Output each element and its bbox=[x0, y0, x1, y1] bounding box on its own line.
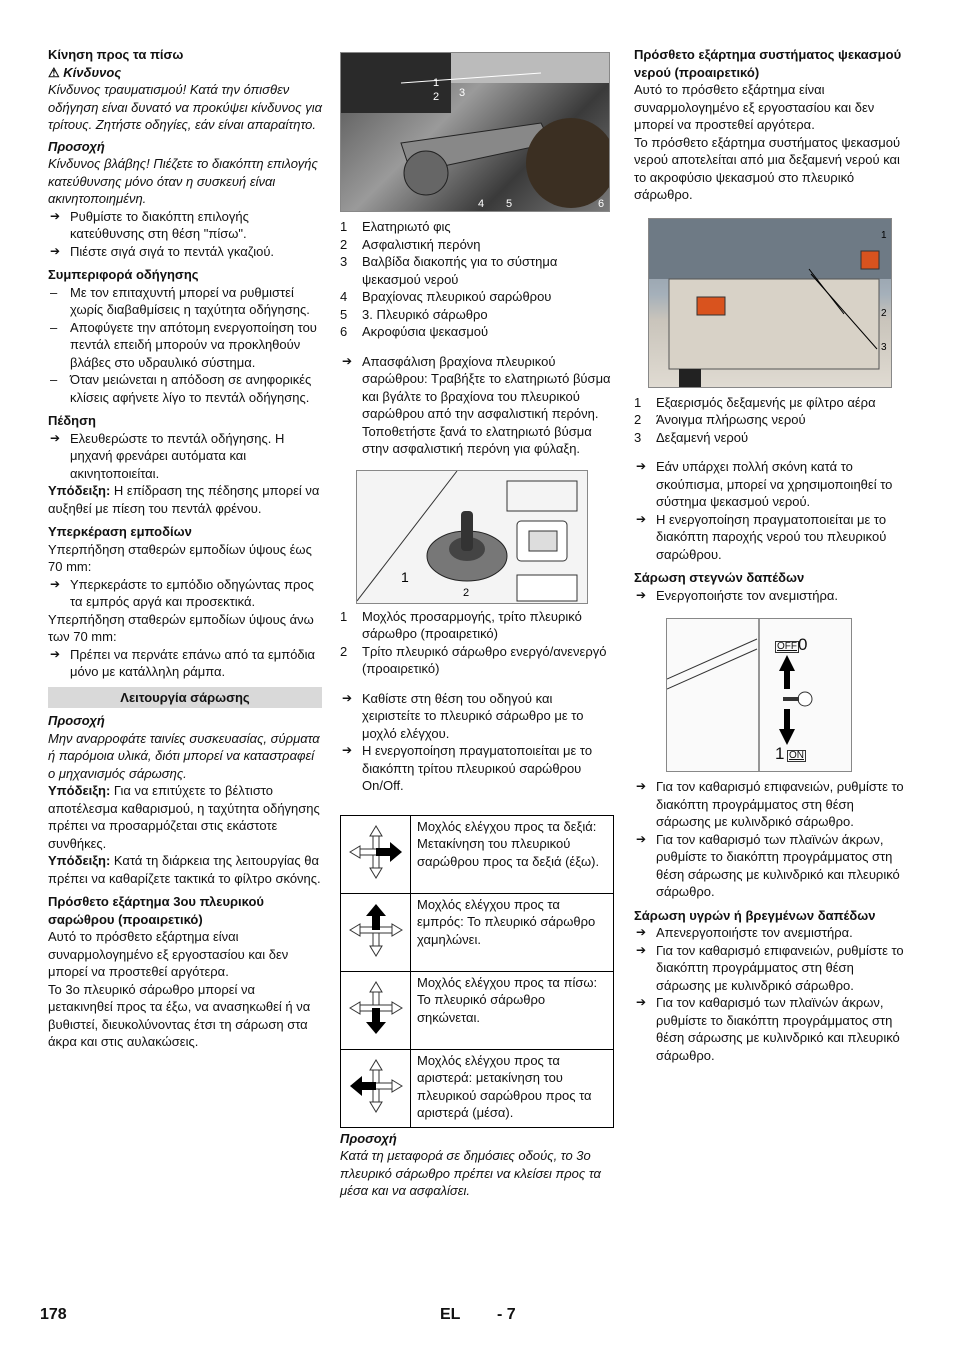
danger-text: Κίνδυνος τραυματισμού! Κατά την όπισθεν οδήγηση είναι δυνατό να προκύψει κίνδυνος για τρίτους. Ζητήστε οδηγίες, εάν είναι απαραίτητο. bbox=[48, 82, 323, 132]
step-item: ➔ Για τον καθαρισμό επιφανειών, ρυθμίστε το διακόπτη προγράμματος στη θέση σάρωσης με κυλινδρικό σάρωθρο. bbox=[634, 942, 906, 995]
list-item: – Με τον επιταχυντή μπορεί να ρυθμιστεί χωρίς διαβαθμίσεις η ταχύτητα οδήγησης. bbox=[48, 284, 322, 319]
callout-6: 6 bbox=[598, 198, 605, 210]
legend-item: 1 Εξαερισμός δεξαμενής με φίλτρο αέρα bbox=[634, 394, 876, 410]
section-heading-sweep: Λειτουργία σάρωσης bbox=[48, 687, 322, 709]
step-item: ➔ Καθίστε στη θέση του οδηγού και χειριστείτε το πλευρικό σάρωθρο με το μοχλό ελέγχου. bbox=[340, 690, 614, 743]
list-item: – Όταν μειώνεται η απόδοση σε ανηφορικές κλίσεις αφήνετε λίγο το πεντάλ οδήγησης. bbox=[48, 371, 322, 406]
callout-5: 5 bbox=[506, 198, 513, 210]
note: Υπόδειξη: Κατά τη διάρκεια της λειτουργίας θα πρέπει να καθαρίζετε τακτικά το φίλτρο σκόνης. bbox=[48, 853, 321, 886]
switch-off-label: OFF bbox=[777, 641, 797, 652]
legend-item: 3 Δεξαμενή νερού bbox=[634, 429, 749, 445]
step-item: ➔ Απενεργοποιήστε τον ανεμιστήρα. bbox=[634, 924, 906, 942]
callout-2: 2 bbox=[463, 586, 470, 599]
legend-item: 3 Βαλβίδα διακοπής για το σύστημα ψεκασμού νερού bbox=[340, 254, 558, 287]
text: Το 3ο πλευρικό σάρωθρο μπορεί να μετακινηθεί προς τα έξω, να ανασηκωθεί ή να βυθιστεί, διευκολύνοντας έτσι τη σάρωση στα άκρα και στις αυλακώσεις. bbox=[48, 981, 311, 1049]
callout-1: 1 bbox=[401, 568, 409, 585]
page-number: 178 bbox=[40, 1306, 67, 1323]
side-broom-photo-drawing bbox=[341, 53, 610, 212]
table-cell: Μοχλός ελέγχου προς τα αριστερά: μετακίνηση του πλευρικού σαρώθρου προς τα αριστερά (μέσα). bbox=[411, 1049, 614, 1127]
caution-title: Προσοχή bbox=[48, 713, 105, 728]
callout-1: 1 bbox=[881, 229, 887, 241]
step-item: ➔ Υπερκεράστε το εμπόδιο οδηγώντας προς τα εμπρός αργά και προσεκτικά. bbox=[48, 576, 322, 611]
legend-item: 5 3. Πλευρικό σάρωθρο bbox=[340, 306, 488, 322]
column-right bbox=[634, 46, 906, 1064]
caution-text: Μην αναρροφάτε ταινίες συσκευασίας, σύρματα ή παρόμοια υλικά, διότι μπορεί να καταστραφεί ο μηχανισμός σάρωσης. bbox=[48, 730, 320, 781]
language-code: EL bbox=[440, 1306, 461, 1323]
warning-triangle-icon: ⚠ bbox=[48, 64, 60, 80]
switch-one-label: 1 bbox=[775, 744, 785, 763]
step-item: ➔ Πρέπει να περνάτε επάνω από τα εμπόδια μόνο με κατάλληλη ράμπα. bbox=[48, 646, 322, 681]
danger-title: ⚠ Κίνδυνος bbox=[48, 64, 122, 80]
joystick-diagram bbox=[356, 470, 588, 604]
water-tank-photo bbox=[648, 218, 892, 388]
text: Αυτό το πρόσθετο εξάρτημα είναι συναρμολογημένο εξ εργοστασίου και δεν μπορεί να προστεθεί αργότερα. bbox=[634, 82, 875, 132]
step-item: ➔ Για τον καθαρισμό επιφανειών, ρυθμίστε το διακόπτη προγράμματος στη θέση σάρωσης με κυλινδρικό σάρωθρο. bbox=[634, 778, 906, 831]
heading-obstacles: Υπερκέραση εμποδίων bbox=[48, 524, 192, 539]
callout-3: 3 bbox=[881, 341, 887, 353]
legend-photo-1 bbox=[340, 218, 614, 341]
legend-water-tank bbox=[634, 394, 906, 447]
heading-reverse: Κίνηση προς τα πίσω bbox=[48, 47, 184, 62]
step-continuation: Τοποθετήστε ξανά το ελατηριωτό βύσμα στην ασφαλιστική περόνη για φύλαξη. bbox=[362, 423, 592, 456]
heading-third-broom: Πρόσθετο εξάρτημα 3ου πλευρικού σαρώθρου (προαιρετικό) bbox=[48, 894, 264, 927]
note: Υπόδειξη: Η επίδραση της πέδησης μπορεί να αυξηθεί με πίεση του πεντάλ φρένου. bbox=[48, 483, 320, 516]
legend-item: 1 Μοχλός προσαρμογής, τρίτο πλευρικό σάρωθρο (προαιρετικό) bbox=[340, 608, 582, 641]
water-tank-drawing bbox=[649, 219, 892, 388]
list-item: – Αποφύγετε την απότομη ενεργοποίηση του πεντάλ επειδή μπορούν να προκληθούν βλάβες στο υδραυλικό σύστημα. bbox=[48, 319, 322, 372]
heading-wet-sweep: Σάρωση υγρών ή βρεγμένων δαπέδων bbox=[634, 907, 876, 923]
column-left bbox=[48, 46, 322, 1051]
heading-dry-sweep: Σάρωση στεγνών δαπέδων bbox=[634, 570, 805, 585]
text: Το πρόσθετο εξάρτημα συστήματος ψεκασμού νερού αποτελείται από μια δεξαμενή νερού και το ακροφύσιο ψεκασμού στο πλευρικό σάρωθρο. bbox=[634, 134, 901, 202]
heading-driving: Συμπεριφορά οδήγησης bbox=[48, 267, 199, 282]
step-item: ➔ Ενεργοποιήστε τον ανεμιστήρα. bbox=[634, 587, 906, 605]
legend-item: 4 Βραχίονας πλευρικού σαρώθρου bbox=[340, 289, 552, 304]
text: Υπερπήδηση σταθερών εμποδίων ύψους άνω των 70 mm: bbox=[48, 611, 314, 644]
control-lever-table bbox=[340, 815, 614, 1128]
callout-1: 1 bbox=[433, 77, 440, 89]
step-item: ➔ Η ενεργοποίηση πραγματοποιείται με το διακόπτη τρίτου πλευρικού σαρώθρου On/Off. bbox=[340, 742, 614, 795]
table-row bbox=[341, 815, 614, 893]
table-row bbox=[341, 893, 614, 971]
table-cell: Μοχλός ελέγχου προς τα δεξιά: Μετακίνηση του πλευρικού σαρώθρου προς τα δεξιά (έξω). bbox=[411, 815, 614, 893]
arrow-left-icon bbox=[341, 1049, 411, 1127]
table-row bbox=[341, 971, 614, 1049]
step-item: ➔ Η ενεργοποίηση πραγματοποιείται με το διακόπτη παροχής νερού του πλευρικού σαρώθρου. bbox=[634, 511, 906, 564]
joystick-drawing bbox=[357, 471, 588, 604]
legend-item: 2 Άνοιγμα πλήρωσης νερού bbox=[634, 412, 806, 427]
callout-3: 3 bbox=[459, 87, 466, 99]
fan-switch-drawing bbox=[667, 619, 852, 772]
arrow-right-icon bbox=[341, 815, 411, 893]
arrow-down-icon bbox=[341, 971, 411, 1049]
step-item: ➔ Εάν υπάρχει πολλή σκόνη κατά το σκούπισμα, μπορεί να χρησιμοποιηθεί το σύστημα ψεκασμού νερού. bbox=[634, 458, 906, 511]
caution-title: Προσοχή bbox=[48, 138, 105, 154]
heading-water-spray: Πρόσθετο εξάρτημα συστήματος ψεκασμού νερού (προαιρετικό) bbox=[634, 47, 902, 80]
callout-2: 2 bbox=[881, 307, 887, 319]
heading-brake: Πέδηση bbox=[48, 413, 96, 428]
note: Υπόδειξη: Για να επιτύχετε το βέλτιστο αποτέλεσμα καθαρισμού, η ταχύτητα οδήγησης πρέπει να προσαρμόζεται στις εκάστοτε συνθήκες. bbox=[48, 783, 320, 851]
text: Αυτό το πρόσθετο εξάρτημα είναι συναρμολογημένο εξ εργοστασίου και δεν μπορεί να προστεθεί αργότερα. bbox=[48, 929, 289, 979]
caution-text: Κατά τη μεταφορά σε δημόσιες οδούς, το 3ο πλευρικό σάρωθρο πρέπει να κλείσει προς τα μέσα και να ασφαλίσει. bbox=[340, 1148, 601, 1198]
callout-4: 4 bbox=[478, 198, 485, 210]
legend-item: 2 Ασφαλιστική περόνη bbox=[340, 236, 481, 252]
step-item: ➔ Για τον καθαρισμό των πλαϊνών άκρων, ρυθμίστε το διακόπτη προγράμματος στη θέση σάρωσης με κυλινδρικό και πλευρικό σάρωθρο. bbox=[634, 994, 906, 1064]
caution-title: Προσοχή bbox=[340, 1130, 397, 1146]
legend-item: 2 Τρίτο πλευρικό σάρωθρο ενεργό/ανενεργό (προαιρετικό) bbox=[340, 643, 607, 676]
switch-on-label: ON bbox=[789, 750, 804, 761]
step-item: ➔ Ελευθερώστε το πεντάλ οδήγησης. Η μηχανή φρενάρει αυτόματα και ακινητοποιείται. bbox=[48, 430, 322, 483]
arrow-up-icon bbox=[341, 893, 411, 971]
step-item: ➔ Πιέστε σιγά σιγά το πεντάλ γκαζιού. bbox=[48, 243, 322, 261]
legend-joystick bbox=[340, 608, 614, 678]
table-cell: Μοχλός ελέγχου προς τα εμπρός: Το πλευρικό σάρωθρο χαμηλώνει. bbox=[411, 893, 614, 971]
step-item: ➔ Απασφάλιση βραχίονα πλευρικού σαρώθρου: Τραβήξτε το ελατηριωτό βύσμα και βγάλτε το βραχίονα του πλευρικού σαρώθρου από την ασφαλιστική περόνη. bbox=[340, 353, 614, 423]
callout-2: 2 bbox=[433, 91, 440, 103]
step-item: ➔ Για τον καθαρισμό των πλαϊνών άκρων, ρυθμίστε το διακόπτη προγράμματος στη θέση σάρωσης με κυλινδρικό και πλευρικό σάρωθρο. bbox=[634, 831, 906, 901]
step-item: ➔ Ρυθμίστε το διακόπτη επιλογής κατεύθυνσης στη θέση "πίσω". bbox=[48, 208, 322, 243]
caution-text: Κίνδυνος βλάβης! Πιέζετε το διακόπτη επιλογής κατεύθυνσης μόνο όταν η συσκευή είναι ακινητοποιημένη. bbox=[48, 156, 318, 206]
side-broom-photo bbox=[340, 52, 610, 212]
sub-page-number: - 7 bbox=[497, 1306, 516, 1323]
text: Υπερπήδηση σταθερών εμποδίων ύψους έως 70 mm: bbox=[48, 541, 312, 574]
legend-item: 1 Ελατηριωτό φις bbox=[340, 219, 451, 234]
column-middle bbox=[340, 46, 614, 1200]
table-row bbox=[341, 1049, 614, 1127]
fan-switch-diagram bbox=[666, 618, 852, 772]
table-cell: Μοχλός ελέγχου προς τα πίσω: Το πλευρικό σάρωθρο σηκώνεται. bbox=[411, 971, 614, 1049]
legend-item: 6 Ακροφύσια ψεκασμού bbox=[340, 324, 489, 339]
switch-zero-label: 0 bbox=[798, 635, 808, 654]
